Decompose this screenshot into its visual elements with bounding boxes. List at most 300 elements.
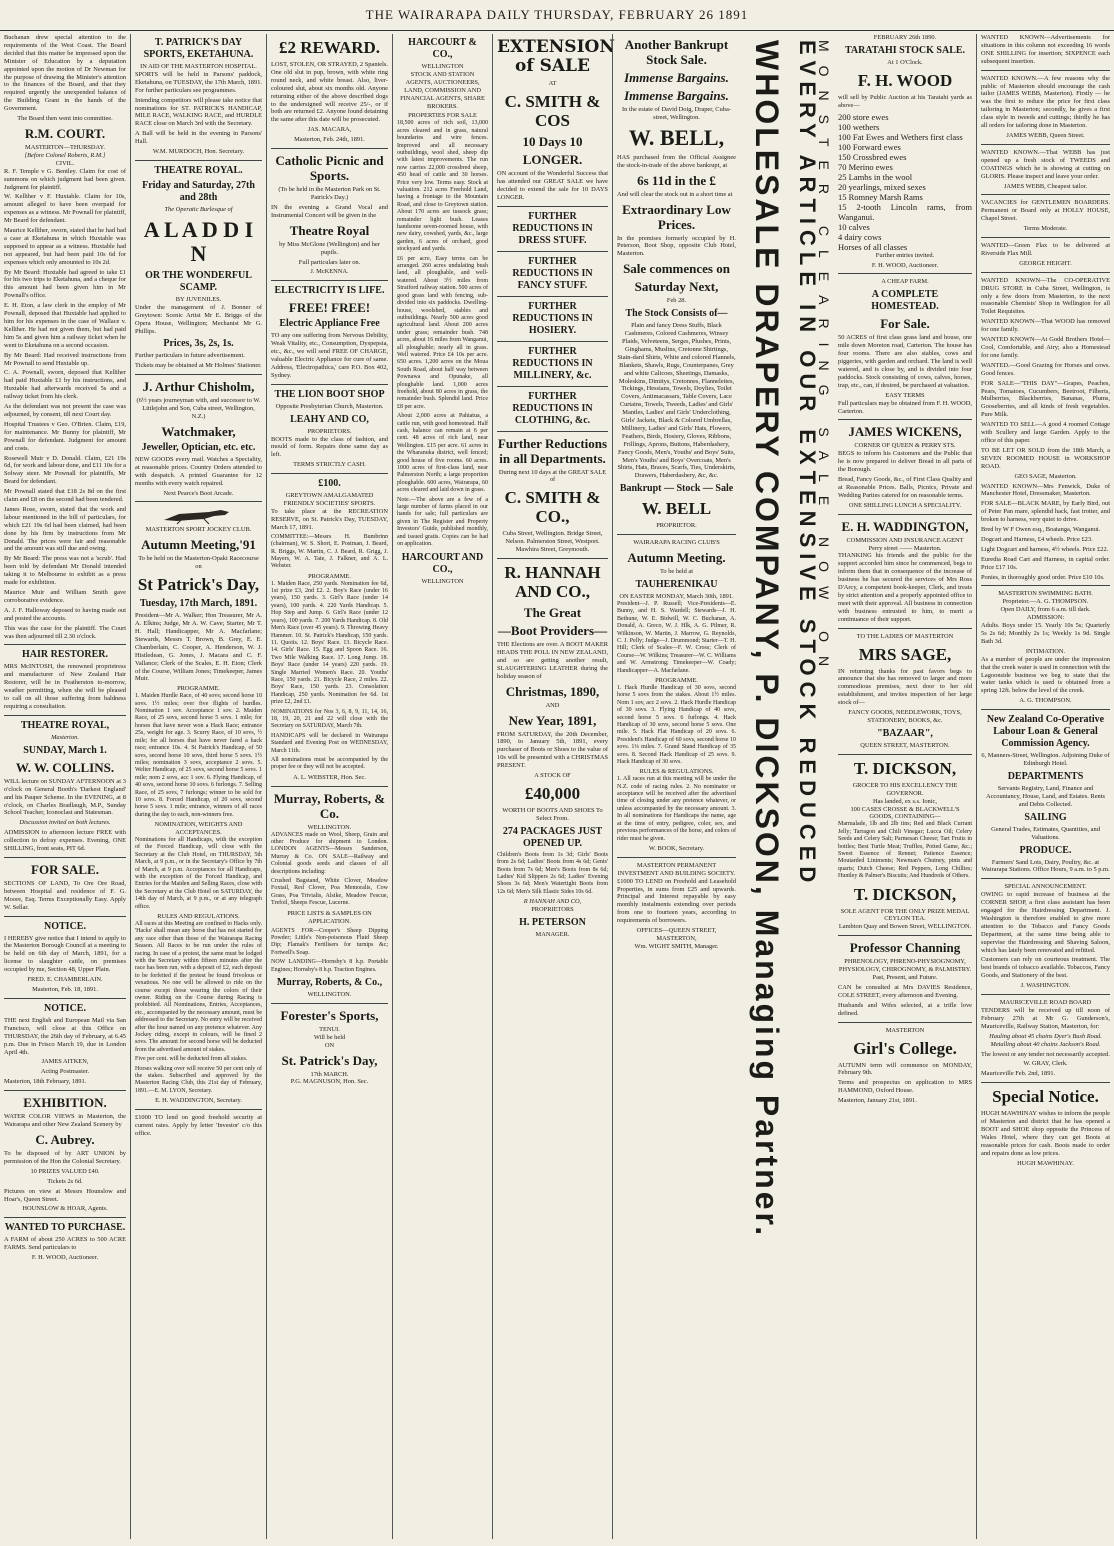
racing-rules: RULES & REGULATIONS. xyxy=(639,768,714,776)
wanted-ad: Light Dogcart and harness, 4½ wheels. Price £22. xyxy=(981,545,1109,553)
reward-title: £2 REWARD. xyxy=(278,38,381,57)
swim-rates: Adults. Boys under 15. Yearly 10s 5s; Quarterly 5s 2s 6d; Monthly 2s 1s; Weekly 1s 9d. Single Bath 3d. xyxy=(981,622,1110,645)
boot-prop: PROPRIETORS. xyxy=(307,427,352,435)
loan-notice: £1000 TO lend on good freehold security at current rates. Apply by letter 'Investor' c/o this office. xyxy=(135,1114,262,1137)
waddington-body: THANKING his friends and the public for the support accorded him since he commenced, begs to inform them that in consequence of the increase of business he has secured the services of Mrs Ross D'Arcy, a competent book-keeper, Clerk, and treats by strict attention and a properly appointed office to meet with their approval. All business in connection with business entrusted to him, to merit a continuance of their support. xyxy=(838,552,972,623)
sage-bazaar: "BAZAAR", xyxy=(877,727,933,739)
channing-body3: Husbands and Wifes selected, at a trifle love defined. xyxy=(838,1001,972,1017)
cheap-title: A CHEAP FARM. xyxy=(881,278,929,286)
theatre-show2: OR THE WONDERFUL SCAMP. xyxy=(145,269,252,293)
wood-name: F. H. WOOD xyxy=(857,70,953,90)
autumn-title: Autumn Meeting,'91 xyxy=(141,537,256,553)
notice-title: NOTICE. xyxy=(44,920,86,932)
horse-illustration xyxy=(159,506,239,524)
girls-body: AUTUMN term will commence on MONDAY, February 9th. xyxy=(838,1061,972,1077)
mauriceville-items: Hauling about 45 chains Dyer's Bush Road. Metalling about 40 chains Jackson's Road. xyxy=(989,1032,1102,1048)
wanted-ad: Euredia Road Cart and Harness, in capital order. Price £17 10s. xyxy=(981,555,1110,571)
extension-firm2: C. SMITH & CO., xyxy=(504,488,601,527)
extension-longer: LONGER. xyxy=(522,151,583,167)
masthead: THE WAIRARAPA DAILY THURSDAY, FEBRUARY 26 1891 xyxy=(0,0,1114,31)
wanted-sign: GEORGE HEIGHT. xyxy=(1019,259,1072,267)
clearing-banner-text: MONSTER CLEARING SALE NOW ON xyxy=(816,40,832,681)
racing-place: TAUHERENIKAU xyxy=(635,579,718,590)
court-case: By Mr Beard: Had received instructions from Mr Pownall to send Huxtable up. xyxy=(4,351,126,367)
picnic-sub: (To be held in the Masterton Park on St. Patrick's Day.) xyxy=(278,186,381,201)
wanted-ad: WANTED KNOWN—Mrs Fenwick, Duke of Manchester Hotel, Dressmaker, Masterton. xyxy=(981,482,1110,498)
wanted-ad: FOR SALE—"THIS DAY"—Grapes, Peaches, Pears, Tomatoes, Cucumbers, Beetroot, Filberts, Mulberries, Blackberries, Bananas, Plums, Gooseberries, and all kinds of fresh vegetables. Pure Milk. xyxy=(981,379,1110,419)
picnic-venue: Theatre Royal xyxy=(289,222,370,238)
waddington-street: Perry street —— Masterton. xyxy=(868,544,942,552)
harcourt-sign2: WELLINGTON xyxy=(421,577,464,585)
wood-list-item: 15 2-tooth Lincoln rams, from Wanganui. xyxy=(838,201,972,222)
jockey-title: MASTERTON SPORT JOCKEY CLUB. xyxy=(145,526,252,534)
notice2-role: Acting Postmaster. xyxy=(40,1068,90,1076)
exhibition-tickets: Tickets 2s 6d. xyxy=(47,1177,83,1185)
court-case: As the defendant was not present the case was adjourned, by consent, till next Court day. xyxy=(4,403,126,418)
swim-sign: A. G. THOMPSON. xyxy=(1019,697,1072,705)
wickens-lunch: ONE SHILLING LUNCH A SPECIALITY. xyxy=(848,501,962,509)
exhibition-body2: To be disposed of by ART UNION by permission of the Hon the Colonial Secretary. xyxy=(4,1149,126,1165)
swim-open: Open DAILY, from 6 a.m. till dark. xyxy=(1000,606,1091,614)
harcourt-properties: PROPERTIES FOR SALE xyxy=(408,112,477,120)
special-notice-body: HUGH MAWHINAY wishes to inform the people of Masterton and district that he has opened a BOOT and SHOE shop opposite the Princess of Wales Hotel, where they can get Boots at reasonable prices for cash. Boots made to order and repairs done as low prices. xyxy=(981,1110,1110,1157)
programme: 1. Maiden Hurdle Race, of 40 sovs; second horse 10 sovs. 1½ miles; over five flights of hurdles. Nomination 1 sov. Acceptance 1 sov. 2. Maiden Race, of 25 sovs, second horse 5 sovs. 1 mile; for horses that have never won a Hack Race; entrance 25s, weight for age. 3. Scurry Race, of 10 sovs, ½ mile; for all horses that have never fared a hack race; entrance 10s. 4. St Patrick's Handicap, of 50 sovs, second horse 10 sovs, third horse 5 sovs. 1½ miles; nomination 3 sovs, acceptance 2 sovs. 5. Welter Handicap, of 25 sovs, second horse 5 sovs. 1 mile; nom 2 sovs, acc 1 sov. 6. Flying Handicap, of 40 sovs, second horse 10 sovs. 6 furlongs. 7. Selling Race, of 25 sovs, 7 furlongs; winner to be sold for 10 sovs. 8. Forced Handicap, of 20 sovs, second horse 5 sovs. 1 mile; entrance, winners of all races during the day to each, non-winners free. xyxy=(135,693,262,818)
dickson-body2: Has landed, ex s.s. Ionic, xyxy=(873,797,937,805)
harcourt-sub: STOCK AND STATION AGENTS, AUCTIONEERS, LAND, COMMISSION AND FINANCIAL AGENTS, SHARE BROKERS. xyxy=(400,70,485,110)
court-case: James Rose, sworn, stated that the work and labour mentioned in the bill of particulars, for which £21 19s 6d had been claimed, had been done by his firm by instructions from Mr Donald. The prices were fair and reasonable and the amount was still due and owing. xyxy=(4,505,126,553)
bell-prop: PROPRIETOR. xyxy=(656,522,697,530)
column-1 xyxy=(0,34,130,1539)
wood-list-item: 20 yearlings, mixed sexes xyxy=(838,181,926,192)
court-title: R.M. COURT. xyxy=(24,125,106,141)
boot-body: BOOTS made to the class of fashion, and mould of form. Repairs done same day as left. xyxy=(271,435,388,459)
chisholm-trade2: Jeweller, Optician, etc. etc. xyxy=(141,441,256,453)
bell-price: 6s 11d in the £ xyxy=(637,172,716,188)
reduced-banner-text: EVERY ARTICLE IN OUR EXTENSIVE STOCK REDUCED xyxy=(795,40,820,889)
hannah-amount: £40,000 xyxy=(524,783,581,803)
wood-list-item: 4 dairy cows xyxy=(838,231,882,242)
greytown-programme: PROGRAMME. xyxy=(308,572,351,580)
theatre-admission: ADMISSION to afternoon lecture FREE with collection to defray expenses. Evening, ONE SHILLING, front seats, PIT 6d. xyxy=(4,829,126,853)
wanted-ad: WANTED KNOWN—That WOOD has removed for one family. xyxy=(981,318,1110,334)
bankrupt-immense: Immense Bargains. xyxy=(624,70,729,85)
wanted-ad: WANTED—Green Flax to be delivered at Riverside Flax Mill. xyxy=(981,242,1110,257)
programme-title: PROGRAMME. xyxy=(177,685,220,693)
wickens-corner: CORNER OF QUEEN & PERRY STS. xyxy=(854,442,956,450)
column-5 xyxy=(492,34,615,1539)
wood-sub: At 1 O'Clock. xyxy=(887,58,923,66)
waddington-title: E. H. WADDINGTON, xyxy=(841,518,969,534)
chisholm-body2: NEW GOODS every mail. Watches a Speciality, at reasonable prices. Country Orders attended to with despatch. A printed Guarantee for 12 months with every watch repaired. xyxy=(135,455,262,487)
foresters-held: Will be held xyxy=(313,1033,346,1041)
swim-prop: Proprietor.—A. G. THOMPSON. xyxy=(1002,598,1089,606)
bell-list: Plain and fancy Dress Stuffs, Black Cashmeres, Colored Cashmeres, Winsey Plaids, Velveteens, Serges, Plushes, Prints, Ginghams, Muslins, Cretonne Shirtings, Stain-dard Shirts, White and colored Flannels, Blankets, Shawls, Rugs, Counterpanes, Grey and white Calicoes, Sheetings, Damasks, Moleskins, Dimitys, Cretonnes, Flannelettes, Tickings, Hessians, Towels, Doylies, Toilet Covers, Antimacassars, Table Covers, Lace Curtains, Towels, Tweeds, Ladies' and Girls' Mantles, Ladies' and Girls' Underclothing, Girls' Jackets, Black & Colored Umbrellas, Millinery, Ladies' and Girls' Hats, Flowers, Feathers, Birds, Hosiery, Gloves, Ribbons, Frillings, Aprons, Buttons, Haberdashery, Fancy Goods, Men's, Youths' and Boys' Suits, Men's Youths' and Boys' Overcoats, Men's Shirts, Hats, Braces, Scarfs, Ties, Underskirts, Drawers, Haberdashery, &c, &c. xyxy=(617,322,736,480)
nz-sailing: SAILING xyxy=(1024,811,1067,823)
notice2-sign: JAMES AITKEN, xyxy=(41,1058,89,1066)
nz-title: New Zealand Co-Operative Labour Loan & General Commission Agency. xyxy=(986,714,1105,750)
homestead-body: 50 ACRES of first class grass land and house, one mile down Moreton road, Carterton. The house has four rooms. There are also stables, cows and piggeries, with garden and orchard. The land is well watered, and is close by, and is divided into four paddocks. Stock consisting of cows, calves, horses, trap, etc., can, if desired, be purchased at valuation. xyxy=(838,334,972,389)
court-case: Hospital Trustees v Geo. O'Brien. Claim, £19, for maintenance. Mr Bunny for plaintiff, Mr Pownall for defendant. Judgment for amount and costs. xyxy=(4,420,126,452)
foresters-day: St. Patrick's Day, xyxy=(281,1052,378,1068)
dickson-agent: SOLE AGENT FOR THE ONLY PRIZE MEDAL CEYLON TEA. xyxy=(840,907,970,923)
nz-list: Servants Registry, Land, Finance and Accountancy, House, Land, and Estates. Rents and Debts Collected. xyxy=(985,784,1106,808)
column-9 xyxy=(976,34,1114,1539)
harcourt-note: Note.—The above are a few of a large number of farms placed in our hands for sale; full particulars are given in The Register and Property Investors' Guide, published monthly, and issued gratis. Copies can be had on application. xyxy=(397,496,488,548)
homestead-title: A COMPLETE HOMESTEAD. xyxy=(871,289,939,313)
wood-list-item: 10 calves xyxy=(838,221,870,232)
murray-sign: Murray, Roberts, & Co., xyxy=(276,976,383,988)
reduction-hosiery: FURTHER REDUCTIONS IN HOSIERY. xyxy=(512,300,593,336)
theatre-tickets: Tickets may be obtained at Mr Holmes' Stationer. xyxy=(135,362,262,370)
racing-date: ON EASTER MONDAY, March 30th, 1891. xyxy=(619,593,734,600)
court-case: R. F. Temple v G. Bentley. Claim for cost of summons on which judgment had been given. Judgment for plaintiff. xyxy=(4,167,126,191)
notice-body: I HEREBY give notice that I intend to apply to the Masterton Borough Council at a meeting to be held on 6th day of March, 1891, for a license to slaughter cattle, on premises occupied by me, Section 48, Upper Plain. xyxy=(4,934,126,974)
owners-title: TO THE LADIES OF MASTERTON xyxy=(856,632,954,640)
dickson-title: T. DICKSON, xyxy=(853,758,957,778)
bell-stock: The Stock Consists of— xyxy=(625,308,728,320)
article-lead: Buchanan drew special attention to the requirements of the West Coast. The Board decided that this matter be impressed upon the Minister of Education by a deputation appointed upon the motion of Dr Newman for the purpose of drawing the Minister's attention to the finances of the Board, and that they required urgently the unexpended balance of the Building Grant in the hands of the Government. xyxy=(4,34,126,113)
nomination-title: NOMINATION, WEIGHTS AND ACCEPTANCES. xyxy=(154,821,243,837)
bankrupt-immense2: Immense Bargains. xyxy=(624,88,729,103)
theatre-body: WILL lecture on SUNDAY AFTERNOON at 3 o'clock on General Booth's 'Darkest England' and his Pauper Scheme. In the EVENING, at 8 o'clock, on Charles Bradlaugh, M.P., Sunday School Teacher, Iconoclast and Statesman. xyxy=(4,777,126,817)
sage-title: MRS SAGE, xyxy=(858,644,952,664)
wickens-body2: Bread, Fancy Goods, &c., of First Class Quality and at Reasonable Prices. Balls, Picnics, Private and Wedding Parties catered for on reasonable terms. xyxy=(838,476,972,499)
bankrupt-title: Another Bankrupt Stock Sale. xyxy=(624,37,729,67)
wood-date: FEBRUARY 26th 1890. xyxy=(873,34,937,41)
hannah-prop: PROPRIETORS xyxy=(531,906,574,914)
wanted-sign: GEO SAGE, Masterton. xyxy=(1014,472,1077,480)
theatre-desc: The Operatic Burlesque of xyxy=(164,205,233,213)
permanent-office: OFFICES—QUEEN STREET, MASTERTON, xyxy=(636,927,717,942)
girls-place: MASTERTON xyxy=(885,1026,925,1034)
boot-sub: Opposite Presbyterian Church, Masterton. xyxy=(275,402,384,410)
nz-produce: PRODUCE. xyxy=(1019,844,1072,856)
greytown-note: NOMINATIONS for Nos 3, 6, 8, 9, 11, 14, 16, 18, 19, 20, 21 and 22 will close with the Secretary on SATURDAY, March 7th. xyxy=(271,708,388,730)
sports-sign: W.M. MURDOCH, Hon. Secretary. xyxy=(152,148,245,156)
court-case: W. Kelliher v F. Huxtable. Claim for 10s, amount alleged to have been overpaid for expenses as a witness. Mr Pownall for plaintiff, Mr Beard for defendant. xyxy=(4,193,126,225)
theatre-show: A L A D D I N xyxy=(143,216,254,266)
murray-price: PRICE LISTS & SAMPLES ON APPLICATION. xyxy=(287,909,372,925)
murray-body: ADVANCES made on Wool, Sheep, Grain and other Produce for shipment to London. LONDON AGENTS—Messrs Sanderson, Murray & Co. ON SALE—Railway and Colonial goods seeds and classes of all descriptions including: xyxy=(271,831,388,875)
boot-terms: TERMS STRICTLY CASH. xyxy=(293,461,366,469)
hannah-worth: WORTH OF BOOTS AND SHOES To Select From. xyxy=(502,806,603,822)
wood-list xyxy=(838,112,972,252)
racing-held: To be held at xyxy=(659,568,694,576)
special-sign: J. WASHINGTON. xyxy=(1020,982,1071,990)
extension-days: 10 Days 10 xyxy=(522,133,583,149)
swim-intimation: INTIMATION. xyxy=(1025,647,1066,655)
greytown-title: GREYTOWN AMALGAMATED FRIENDLY SOCIETIES' SPORTS. xyxy=(283,492,376,508)
dickson-body3: 100 CASES CROSSE & BLACKWELL'S GOODS, CONTAINING— xyxy=(850,805,960,821)
channing-body2: CAN be consulted at Mrs DAVIES Residence, COLE STREET, every afternoon and Evening. xyxy=(838,984,972,999)
column-8 xyxy=(834,34,976,1539)
murray-sign2: WELLINGTON. xyxy=(307,990,352,998)
forsale-body: SECTIONS OF LAND, To Ore Ore Road, between Hospital and residence of F. G. Moore, Esq. Terms Exceptionally Easy. Apply W. Sellar. xyxy=(4,879,126,911)
hannah-sign: R HANNAH AND CO, xyxy=(523,898,582,906)
reduction-dress: FURTHER REDUCTIONS IN DRESS STUFF. xyxy=(512,210,593,246)
boot-title: THE LION BOOT SHOP xyxy=(274,388,385,400)
swim-admission: ADMISSION: xyxy=(1026,614,1065,622)
court-before: [Before Colonel Roberts, R.M.] xyxy=(24,151,106,159)
court-case: C. A. Pownall, sworn, deposed that Kelliher had paid Huxtable £1 by his instructions, and Huxtable had afterwards received 5s and a railway ticket from his clerk. xyxy=(4,369,126,401)
hannah-great: The Great xyxy=(523,605,582,621)
wood-list-item: 70 Merino ewes xyxy=(838,161,893,172)
notice2-date: Masterton, 18th February, 1891. xyxy=(4,1078,87,1086)
hannah-boot: —Boot Providers— xyxy=(497,623,608,639)
hannah-and: AND xyxy=(545,701,560,709)
exhibition-prizes: 10 PRIZES VALUED £40. xyxy=(30,1167,100,1175)
wanted-ad: Dogcart and Harness, £4 wheels. Price £23. xyxy=(981,535,1093,543)
murray-agents: AGENTS FOR—Cooper's Sheep Dipping Powder; Little's Non-poisonous Fluid Sheep Dip; Flamak's Fertilisers for turnips &c; Fortwell's Soap. xyxy=(271,927,388,956)
reward-sign: JAS. MACARA, xyxy=(307,126,352,134)
notice2-title: NOTICE. xyxy=(44,1002,86,1014)
rules-title: RULES AND REGULATIONS. xyxy=(157,913,240,921)
greytown-amount: £100. xyxy=(318,478,341,490)
extension-body: ON account of the Wonderful Success that has attended our GREAT SALE we have decided to extend the sale for 10 DAYS LONGER. xyxy=(497,169,608,201)
greytown-sign: A. L. WEBSTER, Hon. Sec. xyxy=(293,773,366,781)
picnic-sign: J. McKENNA. xyxy=(310,268,349,276)
electricity-free: FREE! FREE! xyxy=(288,300,371,316)
wood-list-item: Horses of all classes xyxy=(838,241,908,252)
wanted-ad: FOR SALE—BLACK MARE, by Early Bird, out of Peter Pan mare, splendid hack, fast trotter, and broken to harness, very quiet to drive. xyxy=(981,500,1110,524)
greytown-committee: COMMITTEE:—Messrs H. Bumbrinn (chairman), W. S. Short, E. Postman, J. Beard, R. Briggs, W. Martin, C. J. Beard, R. Grigg, J. Mayers, W. A. Tate, J. Falkner, and A. L. Webster. xyxy=(271,533,388,570)
sports-sub: IN AID OF THE MASTERTON HOSPITAL. xyxy=(140,63,257,70)
racing-officers: President—J. P. Russell; Vice-Presidents—E. Bunny, and H. S. Wardell; Stewards—J. H. Bethune, W. E. Bidwill, W. C. Buchanan, A. Donald, A. Greco, W. J. Hlk, A. G. Pilmer, R. Wilkinson, W. Martin, J. Marrow, G. Reynolds, C. J. Pelly; Judge—J. Drummond; Starter—T. H. Hill; Clerk of Scales—F. W. Cross; Clerk of Course—W. Wilkins; Treasurer—W. C. Williams and W. Armstrong; Timekeeper—W. Coady; Handicapper—A. Macfarlane. xyxy=(617,600,736,674)
picnic-by: by Miss McGlone (Wellington) and her pupils. xyxy=(279,240,380,256)
notice2-body: THE next English and European Mail via San Francisco, will close at this Office on THURSDAY, the 26th day of February, at 6.45 p.m. Due in Frisco March 19, due in London April 4th. xyxy=(4,1016,126,1056)
bell-sign: W. BELL xyxy=(641,499,712,519)
permanent-body: £1000 TO LEND on Freehold and Leasehold Properties, in sums from £25 and upwards. Principal and Interest repayable by easy monthly instalments extending over periods from one to fourteen years, according to requirements of borrowers. xyxy=(617,877,736,925)
girls-date: Masterton, January 21st, 1891. xyxy=(838,1097,917,1105)
chisholm-note: Next Pearce's Boot Arcade. xyxy=(163,489,234,497)
wanted-ad: TO BE LET OR SOLD from the 18th March, a SEVEN ROOMED HOUSE in WORKSHOP ROAD. xyxy=(981,446,1110,470)
theatre-further: Further particulars in future advertisement. xyxy=(135,352,245,360)
wanted-ad: VACANCIES for GENTLEMEN BOARDERS. Permanent or Board only at HOLLY HOUSE, Chapel Street. xyxy=(981,199,1110,223)
racing-rules-body: 1. All races run at this meeting will be under the N.Z. code of racing rules. 2. No nominator or acceptance will be received after the advertised time of closing under any pretence whatever, or unless accompanied by the necessary amount. 3. In all nominations for Handicaps the name, age at the time of entry, pedigree, color, sex, and previous performances of the horse, and colors of rider must be given. xyxy=(617,776,736,842)
murray-title: Murray, Roberts, & Co. xyxy=(273,790,386,821)
wanted-ad: WANTED KNOWN.—That WEBB has just opened up a fresh stock of TWEEDS and COATINGS which he is showing at cutting on GLORIS. Please inspect and leave your order. xyxy=(981,148,1110,180)
hannah-list: Children's Boots from 1s 3d; Girls' Boots from 2s 6d; Ladies' Boots from 4s 6d; Gents' Boots from 7s 6d; Men's Boots from 8s 6d; Ladies' Kid Slippers 2s 6d; Ladies' Evening Shoes 3s 6d; Men's Watertight Boots from 12s 6d; Men's Silk Elastic Sides 10s 6d. xyxy=(497,851,608,895)
column-4 xyxy=(392,34,492,1539)
wanted-ad: WANTED KNOWN—The CO-OPERATIVE DRUG STORE in Cuba Street, Wellington, is only a few doors from Masterton, to the next reasonable Chemists' Shop in Wellington for all Toilet Requisites. xyxy=(981,276,1110,316)
hannah-stock: A STOCK OF xyxy=(534,772,571,780)
foresters-title: Forester's Sports, xyxy=(280,1007,379,1023)
extension-during: During next 10 days at the GREAT SALE of xyxy=(498,468,607,484)
wickens-body: BEGS to inform his Customers and the Public that he is now prepared to deliver Bread in all parts of the Borough. xyxy=(838,450,972,474)
drapery-banner-text: WHOLESALE DRAPERY COMPANY, P. DICKSON, Managing Partner. xyxy=(749,40,785,1239)
hannah-from: FROM SATURDAY, the 20th December, 1890, to January 5th, 1891, every purchaser of Boots or Shoes to the value of 10s will be presented with a CHRISTMAS PRESENT. xyxy=(497,730,608,770)
bell-premises: In the premises formerly occupied by H. Peterson, Boot Shop, opposite Club Hotel, Masterton. xyxy=(617,234,736,258)
theatre-body: Under the management of J. Bonner of Greytown: Scenic Artist Mr E. Briggs of the Opera House, Wellington; Mechanist Mr G. Phillips. xyxy=(135,303,262,335)
forsale-title: FOR SALE. xyxy=(31,861,99,877)
wanted-ad: WANTED KNOWN.—A few reasons why the public of Masterton should encourage the cash tailor (JAMES WEBB, Masterton). Firstly — he was the first to reduce the price for first class tailoring in Masterton; secondly, he gives a first class style in tweeds and cuttings; thirdly he has all orders for tailoring done in Masterton. xyxy=(981,74,1110,130)
electricity-title: ELECTRICITY IS LIFE. xyxy=(274,285,385,297)
hannah-christmas: Christmas, 1890, xyxy=(505,683,600,699)
waddington-sub: COMMISSION AND INSURANCE AGENT xyxy=(846,536,964,544)
greytown-note2: HANDICAPS will be declared in Wairarapa Standard and Evening Post on WEDNESDAY, March 11th. xyxy=(271,732,388,754)
column-6 xyxy=(612,34,740,1539)
vertical-banner-drapery xyxy=(745,40,785,1540)
harcourt-body: 18,500 acres of rich soil, 13,000 acres cleared and in grass, natural boundaries and wire fences. Improved and all necessary outbuildings, wool shed, sheep dip with latest improvements. The run now carries 22,000 crossbred sheep, 450 head of cattle and 30 horses. Price very low. Terms easy. Stock at valuation. 212 acres Freehold Land, having a frontage to the Mountain Road, and close to Greytown station. About 170 acres are tussock grass; remainder light bush. Leases handsome seven-roomed house, with new dairy, cowshed, yards, &c., large garden, 6 acres of orchard, good stockyard and yards. xyxy=(397,120,488,253)
exhibition-agents: HOUNSLOW & HOAR, Agents. xyxy=(22,1205,108,1213)
nz-address: 6, Manners-Street, Wellington. Adjoining Duke of Edinburgh Hotel. xyxy=(981,752,1110,768)
mauriceville-title: MAURICEVILLE ROAD BOARD xyxy=(999,999,1092,1007)
wood-further: Further entries invited. xyxy=(875,251,935,259)
bell-name: W. BELL, xyxy=(628,124,725,150)
theatre-prices: Prices, 3s, 2s, 1s. xyxy=(163,338,234,350)
foresters-on: ON xyxy=(324,1041,335,1049)
rules-body2: Horses walking over will receive 50 per cent only of the stakes. Subscribed and approved by the Masterton Racing Club, this 21st day of February, 1891.—E. M. LYON, Secretary. xyxy=(135,1065,262,1094)
vertical-banner-clearing xyxy=(818,40,832,1540)
court-case: Mr Pownall stated that £18 2s 8d on the first claim and £8 on the second had been tendered. xyxy=(4,488,126,504)
column-2 xyxy=(130,34,266,1539)
exhibition-body: WATER COLOR VIEWS in Masterton, the Wairarapa and other New Zealand Scenery by xyxy=(4,1113,126,1129)
court-case: Maurice Kelliher, sworn, stated that he had had a case at Eketahuna in which Huxtable was supposed to appear as a witness. Huxtable had not appeared, but had been paid 10s 6d for expenses which only amounted to 10s 2d. xyxy=(4,227,126,266)
wickens-title: JAMES WICKENS, xyxy=(848,424,962,440)
racing-meet: Autumn Meeting. xyxy=(627,550,726,566)
court-case: By Mr Beard: Huxtable had agreed to take £1 for his two trips to Eketahuna, and a cheque for this amount had been given him in Mr Pownall's office. xyxy=(4,268,126,300)
notice-sign: FRED. E. CHAMBERLAIN. xyxy=(27,976,103,984)
hair-title: HAIR RESTORER. xyxy=(22,649,108,661)
nz-departments: DEPARTMENTS xyxy=(1007,770,1084,782)
racing-title: WAIRARAPA RACING CLUB'S xyxy=(633,539,720,547)
wood-list-item: 15 Romney Marsh Rams xyxy=(838,191,923,202)
mauriceville-body: TENDERS will be received up till noon of February 27th at Mr G. Gunderson's, Mauriceville, Railway Station, Masterton, for: xyxy=(981,1007,1110,1030)
theatre-discussion: Discussion invited on both lectures. xyxy=(19,819,111,827)
harcourt-title: HARCOURT & CO., xyxy=(408,37,477,60)
greytown-body: To take place at the RECREATION RESERVE, on St. Patrick's Day, TUESDAY, March 17, 1891. xyxy=(271,508,388,531)
sports-title: T. PATRICK'S DAY SPORTS, EKETAHUNA. xyxy=(143,37,254,60)
picnic-title: Catholic Picnic and Sports. xyxy=(275,153,384,184)
girls-title: Girl's College. xyxy=(853,1038,957,1058)
murray-landing: NOW LANDING—Hornsby's 8 h.p. Portable Engines; Hornsby's 8 h.p. Traction Engines. xyxy=(271,959,388,973)
homestead-further: Full particulars may be obtained from F. H. WOOD, Carterton. xyxy=(838,399,972,415)
murray-items: Crushed Bagstand, White Clover, Meadow Foxtail, Red Clover, Poa Memoralis, Cow Grass, Poa Trivialis, Alsike, Meadow Fescue, Trefoil, Sheeps Fescue, Lucerne. xyxy=(271,878,388,907)
hannah-packages: 274 PACKAGES JUST OPENED UP. xyxy=(502,825,603,849)
column-3 xyxy=(266,34,392,1539)
bell-bankrupt: Bankrupt — Stock — Sale xyxy=(619,483,734,495)
greytown-items: 1. Maiden Race, 250 yards. Nomination fee 6d, 1st prize £3, 2nd £2. 2. Boy's Race (under 16 years), 150 yards. 3. Girl's Race (under 14 years), 100 yards. 4. 220 Yards Handicap. 5. Hop Step and Jump. 6. Girl's Race (under 12 years), 100 yards. 7. 200 Yards Handicap. 8. Old Men's Race (over 45 years). 9. Throwing Heavy Hammer. 10. St. Patrick's Handicap, 150 yards. 11. Quoits. 12. Boys' Race. 13. Bicycle Race. 14. Girls' Race. 15. Egg and Spoon Race. 16. Two Mile Walking Race. 17. Long Jump. 18. Boys' Race (under 14 years) 220 yards. 19. Single Married Women's Race. 20. Youths' Race, 150 yards. 21. Bicycle Race, 2 miles. 22. Boys' Race, 150 yards. 23. Consolation Handicap, 250 yards. Nomination fee 6d. 1st prize £2, 2nd £1. xyxy=(271,580,388,706)
civil-label: CIVIL. xyxy=(55,159,75,167)
nz-sailing-body: General Trades, Estimates, Quantities, and Valuations. xyxy=(991,825,1100,841)
foresters-date: 17th MARCH. xyxy=(310,1070,349,1078)
dickson-sign: T. DICKSON, xyxy=(853,884,957,904)
bell-sale: Sale commences on xyxy=(623,261,730,277)
rules-sign: E. H. WADDINGTON, Secretary. xyxy=(155,1097,242,1105)
racing-programme: PROGRAMME. xyxy=(655,676,698,684)
picnic-full: Full particulars later on. xyxy=(298,258,361,266)
court-case: This was the case for the plaintiff. The Court was then adjourned till 2.30 o'clock. xyxy=(4,624,126,640)
extension-addresses: Cuba Street, Wellington. Bridge Street, Nelson. Palmerston Street, Westport. Mawhira Street, Greymouth. xyxy=(502,530,603,554)
court-case: Maurice Muir and William Smith gave corroborative evidence. xyxy=(4,589,126,604)
theatre-name: W. W. COLLINS. xyxy=(15,759,115,775)
harcourt-sign: HARCOURT AND CO., xyxy=(401,551,484,575)
court-case: By Mr Beard: The press was not a 'scrub'. Had been told by defendant Mr Donald intended taking it to Melbourne to exhibit as a press made for exhibition. xyxy=(4,555,126,587)
theatre-by: BY JUVENILES. xyxy=(175,295,222,303)
racing-items: 1. Hack Hurdle Handicap of 30 sovs, second horse 5 sovs from the stakes. About 1½ miles. Nom 1 sov, acc 2 sovs. 2. Hack Hurdle Handicap of 30 sovs. 3. Flying Handicap of 40 sovs, second horse 5 sovs. 6 furlongs. 4. Hack Handicap of 30 sovs, second horse 5 sovs. One mile. 5. Hack Flat Handicap of 20 sovs. 6. President's Handicap of 60 sovs, second horse 10 sovs. 1¼ miles. 7. Grand Stand Handicap of 35 sovs. 8. Second Hack Handicap of 25 sovs. 9. Hack Handicap of 30 sovs. xyxy=(617,684,736,765)
sage-street: QUEEN STREET, MASTERTON. xyxy=(860,741,950,749)
homestead-sale: For Sale. xyxy=(880,316,930,332)
exhibition-title: EXHIBITION. xyxy=(23,1095,107,1111)
reduction-millinery: FURTHER REDUCTIONS IN MILLINERY, &c. xyxy=(512,345,593,381)
channing-body: PHRENOLOGY, PHRENO-PHYSIOGNOMY, PHYSIOLOGY, CHIROGNOMY, & PALMISTRY. Past, Present, and Future. xyxy=(838,958,972,982)
foresters-sign: P.G. MAGNUSON, Hon. Sec. xyxy=(290,1078,369,1086)
wanted-ad: WANTED.—Good Grazing for Horses and cows. Good fences. xyxy=(981,361,1110,377)
wanted-sign: JAMES WEBB, Queen Street. xyxy=(1006,131,1085,139)
theatre-title: THEATRE ROYAL, xyxy=(20,719,110,731)
rules-body: All races at this Meeting are confined to Hacks only. 'Hacks' shall mean any horse that has not started for any race other than those of the Wairarapa Racing Season. All Races to be run under the rules of racing. In case of a protest, the same must be lodged with the Secretary within fifteen minutes after the race has been run, with a deposit of £2, such deposit to be forfeited if the protest be found frivolous or vexatious. No one will be allowed to ride on the course except those wearing the colors of their owner. Riding on the Course during Racing is prohibited. All Nominations, Entries, Acceptances, etc., accompanied by the necessary amount, must be addressed to the Secretary. No entry will be received after the hour named on any pretence whatever. Any Jockey riding, except in colours, will be fined 2 sovs. The amount for second horse will be deducted from the advertised amount of stakes. xyxy=(135,920,262,1053)
dickson-items: Marmalade, 1lb and 2lb tins; Red and Black Currant Jelly; Tarragon and Chili Vinegar; Lucca Oil; Celery Seeds and Celery Salt; Parmesan Cheese; Tart Fruits in bottles; Best Turtle Meat; Truffles, Potted Game, &c.; Sweet Essence of Rennet; Patience Essence; Moutarded Liniments; Newman's Chutney, pints and quarts; Dutch Cheese; Red Peppers, Long Chillies; Huntley & Palmer's Biscuits; And Hundreds of Others. xyxy=(838,821,972,880)
stpatrick-date: Tuesday, 17th March, 1891. xyxy=(139,598,258,610)
chisholm-body: (6½ years journeyman with, and successor to W. Littlejohn and Son, Cuba street, Wellington, N.Z.) xyxy=(136,397,261,421)
notice-date: Masterton, Feb. 18, 1891. xyxy=(32,986,98,993)
special-notice-title: Special Notice. xyxy=(992,1087,1099,1107)
wanted-ad: WANTED KNOWN—Advertisements for situations in this column not exceeding 16 words ONE SHILLING for insertion; SIXPENCE each subsequent insertion. xyxy=(981,34,1110,65)
dickson-address: Lambton Quay and Bowen Street, WELLINGTON. xyxy=(838,923,972,931)
special-body2: Customers can rely on courteous treatment. The best brands of tobacco available. Tobaccos, Fancy Goods, and Stationery of the best. xyxy=(981,956,1110,980)
channing-title: Professor Channing xyxy=(849,940,961,956)
wood-list-item: 100 wethers xyxy=(838,121,880,132)
wanted-ad: Ponies, in thoroughly good order. Price £10 10s. xyxy=(981,573,1105,581)
reduction-further: Further Reductions in all Departments. xyxy=(497,435,608,466)
extension-title: EXTENSION of SALE xyxy=(497,37,615,76)
boot-name: LEAHY AND CO, xyxy=(290,413,369,425)
extension-firm: C. SMITH & COS xyxy=(504,91,601,130)
wood-title: TARATAHI STOCK SALE. xyxy=(844,44,966,56)
wood-list-item: 100 Fat Ewes and Wethers first class xyxy=(838,131,963,142)
extension-at: AT xyxy=(548,80,557,87)
article-closing: The Board then went into committee. xyxy=(17,115,113,123)
homestead-terms: EASY TERMS xyxy=(885,391,925,399)
officers: President—Mr A. Walker; Hon Treasurer, Mr A. A. Elkins; Judge, Mr A. W. Cave; Starter, Mr T. H. Hall; Handicapper, Mr A. Macfarlane; Stewards, Messrs T. Brown, B. Grey, E. E. Chamberlain, C. Cooper, A. Henderson, W. J. Histledean, G. Jones, J. Macara and C. F. Vallance; Clerk of the Scales, E. H. Eton; Clerk of the Course, William Jones; Timekeeper, James Muir. xyxy=(135,612,262,683)
chisholm-trade: Watchmaker, xyxy=(161,423,236,439)
electricity-body: TO any one suffering from Nervous Debility, Weak Vitality, etc., Consumption, Dyspepsia, etc., &c., we will send FREE OF CHARGE, valuable Electric Appliance for cure of same. Address, 'Electropathica,' care P.O. Box 402, Sydney. xyxy=(271,332,388,379)
theatre-place: Masterton. xyxy=(51,733,79,741)
wanted-ad: Bred by W F Owen esq., Boatanga, Wanganui. xyxy=(981,526,1101,534)
reduction-fancy: FURTHER REDUCTIONS IN FANCY STUFF. xyxy=(512,255,593,291)
wanted-body: A FARM of about 250 ACRES to 500 ACRE FARMS. Send particulars to xyxy=(4,1236,126,1252)
sports-body2: Intending competitors will please take notice that nominations for ST. PATRICK'S HANDICAP, MILE RACE, WALKING RACE, and HURDLE RACE close on March 3rd with the Secretary. xyxy=(135,96,262,128)
sports-ball: A Ball will be held in the evening in Parsons' Hall. xyxy=(135,130,262,146)
wood-list-item: 25 Lambs in the wool xyxy=(838,171,913,182)
wood-list-item: 200 store ewes xyxy=(838,111,889,122)
exhibition-name: C. Aubrey. xyxy=(35,1131,95,1147)
theatre-dates: Friday and Saturday, 27th and 28th xyxy=(142,179,255,203)
special-title: SPECIAL ANNOUNCEMENT. xyxy=(1004,883,1087,891)
mauriceville-body2: The lowest or any tender not necessarily accepted. xyxy=(981,1050,1110,1058)
wanted-title: WANTED TO PURCHASE. xyxy=(4,1222,126,1234)
wood-sign: F. H. WOOD, Auctioneer. xyxy=(871,261,939,269)
bell-date: Feb 28. xyxy=(666,297,687,305)
court-case: E. H. Eton, a law clerk in the employ of Mr Pownall, deposed that Huxtable had applied to him for his expenses in the case of Wallace v. Kelliher. He had not given them, but had paid him 5s and given him a railway ticket when he went to Eketahuna on a second occasion. xyxy=(4,302,126,349)
sage-items: FANCY GOODS, NEEDLEWORK, TOYS, STATIONERY, BOOKS, &c. xyxy=(848,709,962,724)
mauriceville-sign: W. GRAY, Clerk. xyxy=(1023,1060,1068,1068)
reward-body: LOST, STOLEN, OR STRAYED, 2 Spaniels. One old slut in pup, brown, with white ring round neck, and white breast. Also, liver-coloured slut, about six months old. Anyone returning either of the above described dogs to the undersigned will receive 25/-, or if both are returned £2. Anyone found detaining the same after this date will be prosecuted. xyxy=(271,61,388,124)
electricity-appliance: Electric Appliance Free xyxy=(279,318,380,330)
sports-body: SPORTS will be held in Parsons' paddock, Eketahuna, on TUESDAY, the 17th March, 1891. For further particulars see programmes. xyxy=(135,70,262,94)
special-body: OWING to rapid increase of business at the CORNER SHOP, a first class assistant has been engaged for the Hairdressing Department. J. Washington is therefore enabled to give more attention to the Tobacco and Fancy Goods Department, at the same time being able to supervise the Hairdressing and Shaving Saloon, which has lately been renovated and refitted. xyxy=(981,891,1110,954)
swim-title: MASTERTON SWIMMING BATH. xyxy=(998,590,1093,598)
court-case: Rosewell Muir v D. Donald. Claim, £21 19s 6d, for work and labour done, and £11 10s for a Solway steer. Mr Pownall for plaintiffs, Mr Beard for defendant. xyxy=(4,454,126,486)
wanted-sign: Terms Moderate. xyxy=(1023,225,1068,233)
special-notice-sign: HUGH MAWHINAY. xyxy=(1017,1159,1074,1167)
swim-body: As a number of people are under the impression that the creek water is used in connection with the Lagoonside business we beg to state that the water tanks which is used is obtained from a spring 12ft. below the level of the creek. xyxy=(981,655,1110,695)
wood-list-item: 150 Crossbred ewes xyxy=(838,151,907,162)
stpatrick-title: St Patrick's Day, xyxy=(137,575,260,595)
hair-body: MRS McINTOSH, the renowned proprietress and manufacturer of New Zealand Hair Restorer, will be in Featherston to-morrow, weather permitting, when she will be pleased to call on all those suffering from baldness requiring a consultation. xyxy=(4,663,126,710)
nz-produce-body: Farmers' Sand Lots, Dairy, Poultry, &c. at Wairarapa Stations. Office Hours, 9 a.m. to 5 p.m. xyxy=(981,858,1110,874)
autumn-sub: To be held on the Masterton-Opaki Racecourse on xyxy=(138,555,259,571)
